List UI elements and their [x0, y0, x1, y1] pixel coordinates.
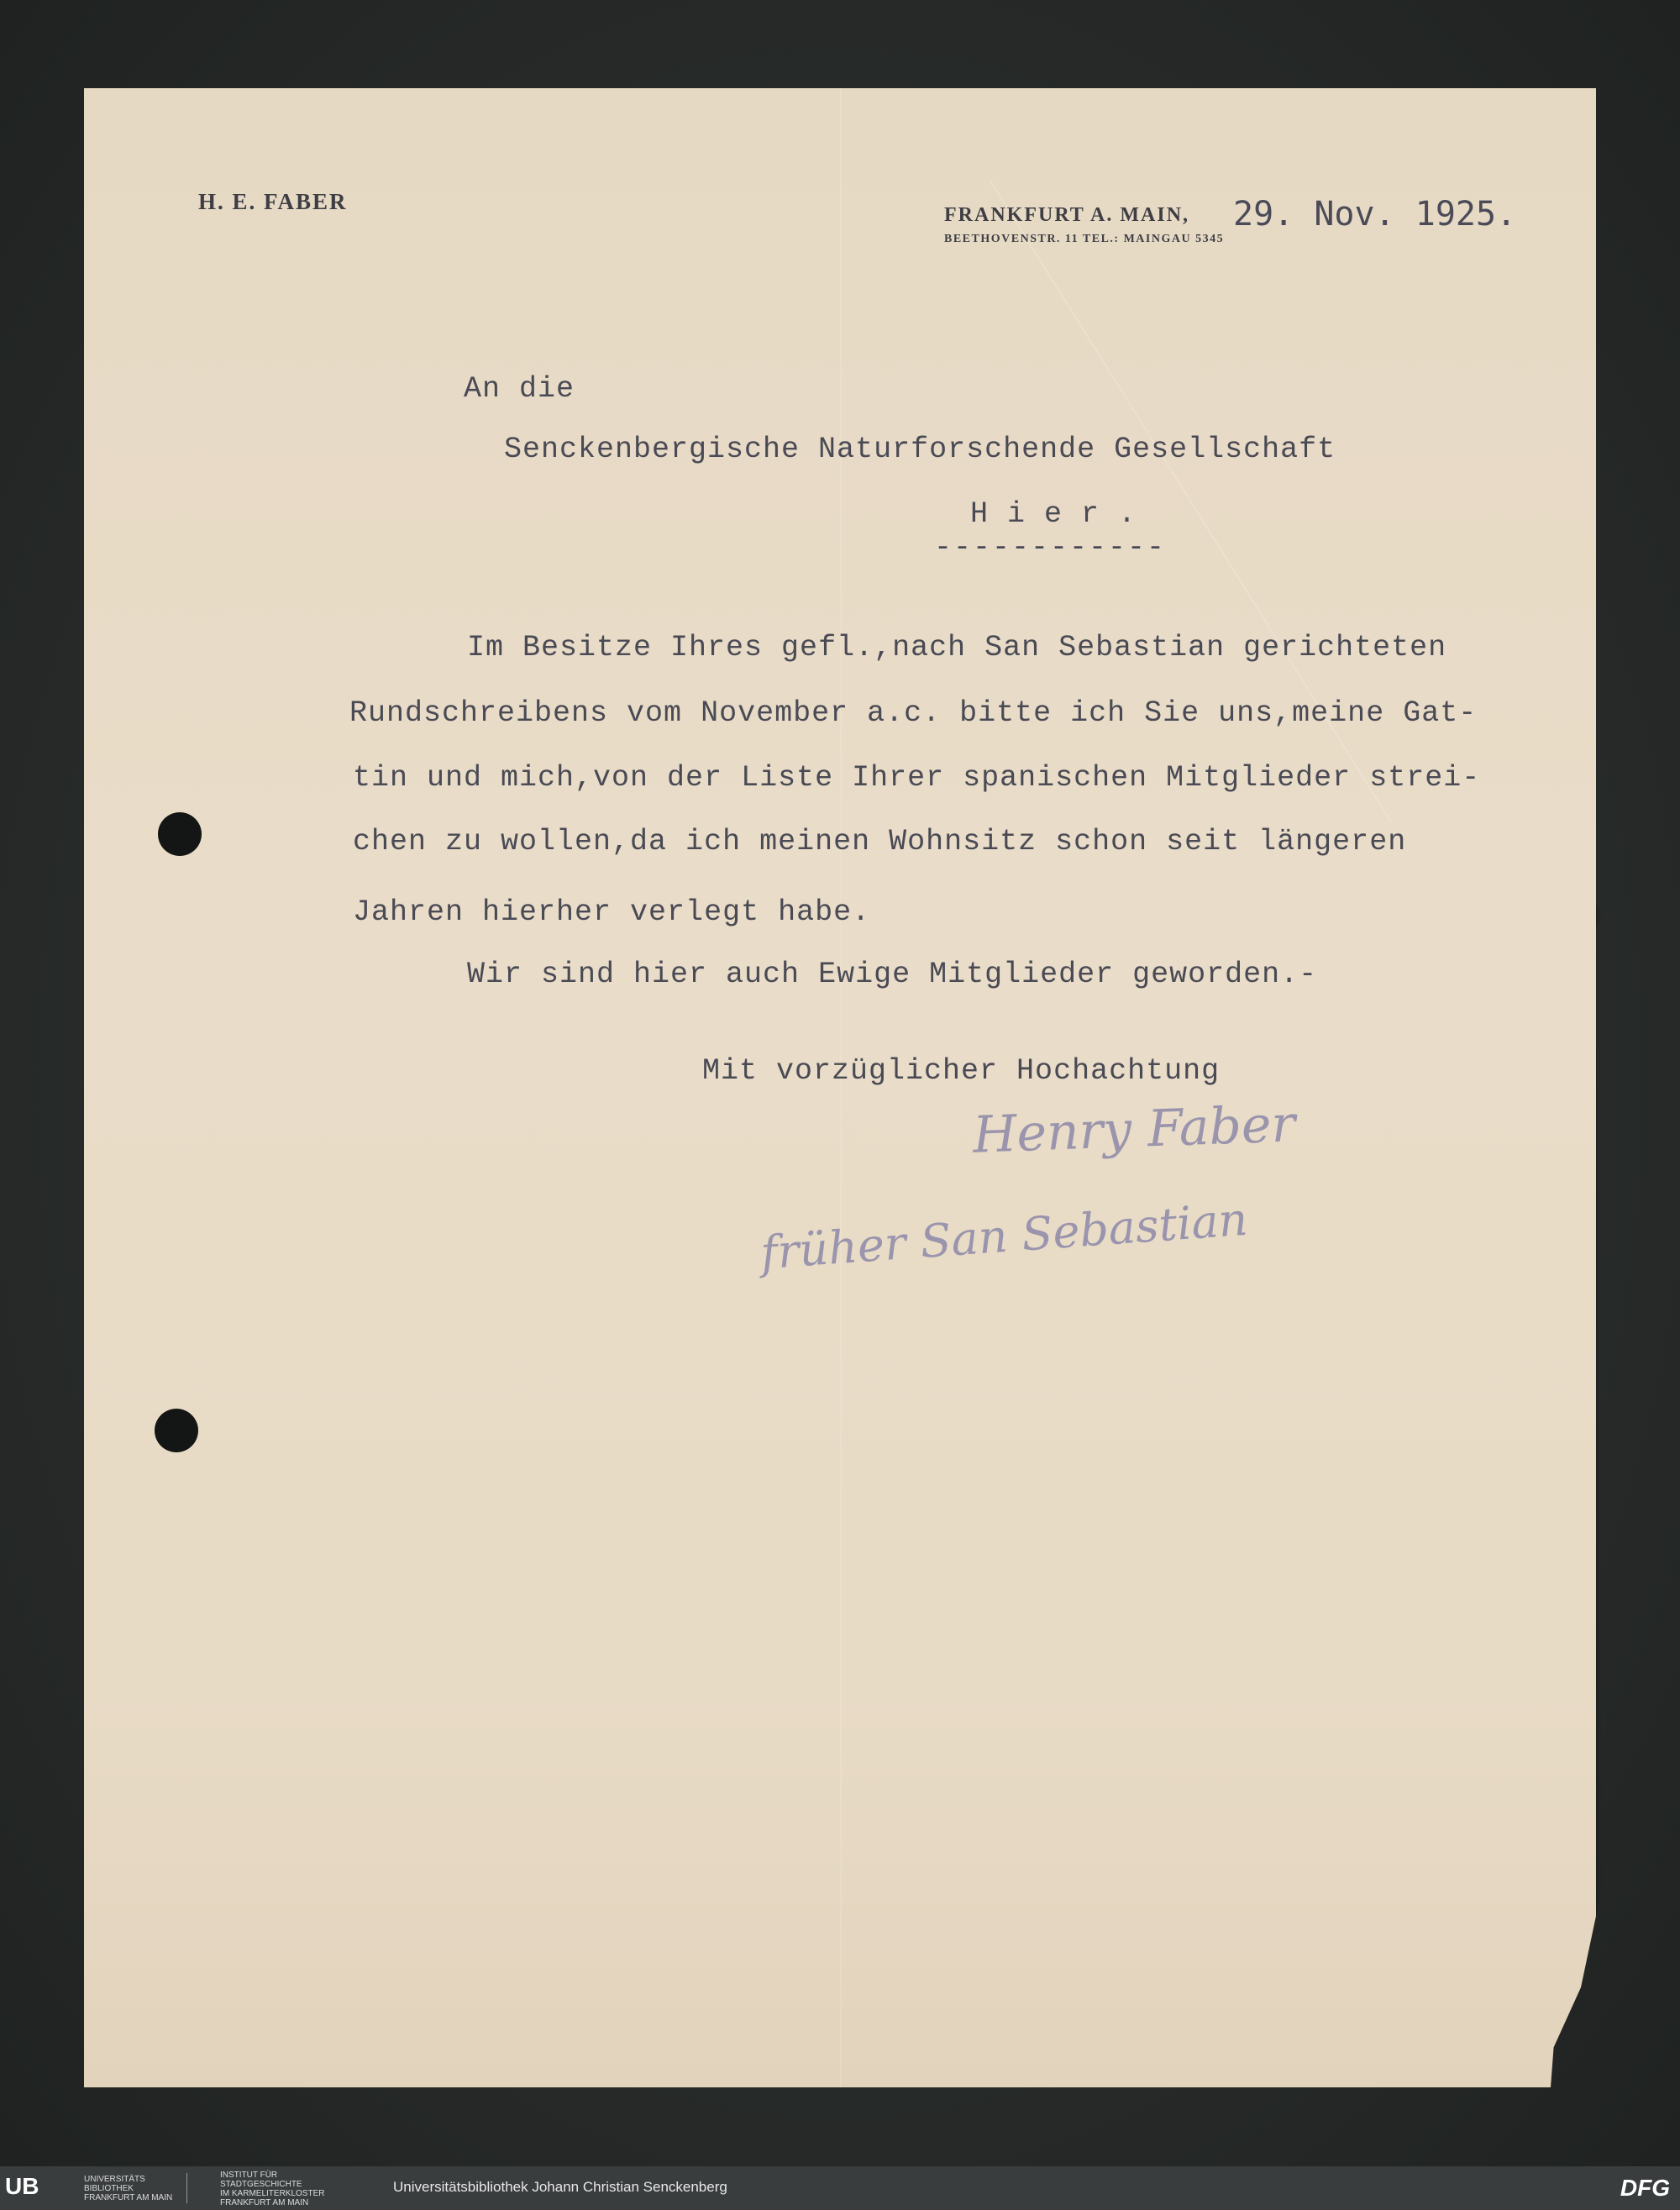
handwritten-note: früher San Sebastian — [759, 1192, 1250, 1280]
letterhead-address: BEETHOVENSTR. 11 TEL.: MAINGAU 5345 — [944, 233, 1225, 245]
ub-logo-text: UNIVERSITÄTS BIBLIOTHEK FRANKFURT AM MAIN — [84, 2175, 173, 2202]
footer-divider — [186, 2173, 187, 2203]
letter-sheet — [84, 88, 1596, 2087]
punch-hole-bottom — [155, 1409, 198, 1452]
footer-caption: Universitätsbibliothek Johann Christian Senckenberg — [393, 2179, 727, 2195]
body-paragraph-2: Wir sind hier auch Ewige Mitglieder geworden.- — [467, 958, 1318, 991]
dfg-logo: DFG — [1620, 2175, 1670, 2201]
closing-line: Mit vorzüglicher Hochachtung — [702, 1054, 1221, 1088]
body-line-2: Rundschreibens vom November a.c. bitte ich Sie uns,meine Gat- — [349, 696, 1478, 730]
sender-name: H. E. FABER — [198, 189, 348, 214]
body-line-4: chen zu wollen,da ich meinen Wohnsitz schon seit längeren — [353, 825, 1407, 858]
letter-date: 29. Nov. 1925. — [1233, 195, 1517, 234]
paper-crease — [840, 88, 842, 2087]
body-line-3: tin und mich,von der Liste Ihrer spanischen Mitglieder strei- — [353, 761, 1481, 795]
recipient-line-1: An die — [464, 372, 575, 406]
letterhead-city: FRANKFURT A. MAIN, — [944, 204, 1190, 226]
recipient-line-3: H i e r . — [970, 497, 1137, 531]
footer-bar — [0, 2166, 1680, 2210]
handwritten-signature: Henry Faber — [971, 1095, 1297, 1165]
institute-logo-text: INSTITUT FÜR STADTGESCHICHTE IM KARMELITERKLOSTER FRANKFURT AM MAIN — [220, 2171, 325, 2207]
punch-hole-top — [158, 812, 202, 856]
body-line-1: Im Besitze Ihres gefl.,nach San Sebastian gerichteten — [467, 631, 1447, 664]
recipient-underline: ------------ — [934, 531, 1167, 564]
recipient-line-2: Senckenbergische Naturforschende Gesellschaft — [504, 433, 1336, 466]
ub-logo: UB — [5, 2173, 39, 2199]
body-line-5: Jahren hierher verlegt habe. — [353, 895, 871, 929]
